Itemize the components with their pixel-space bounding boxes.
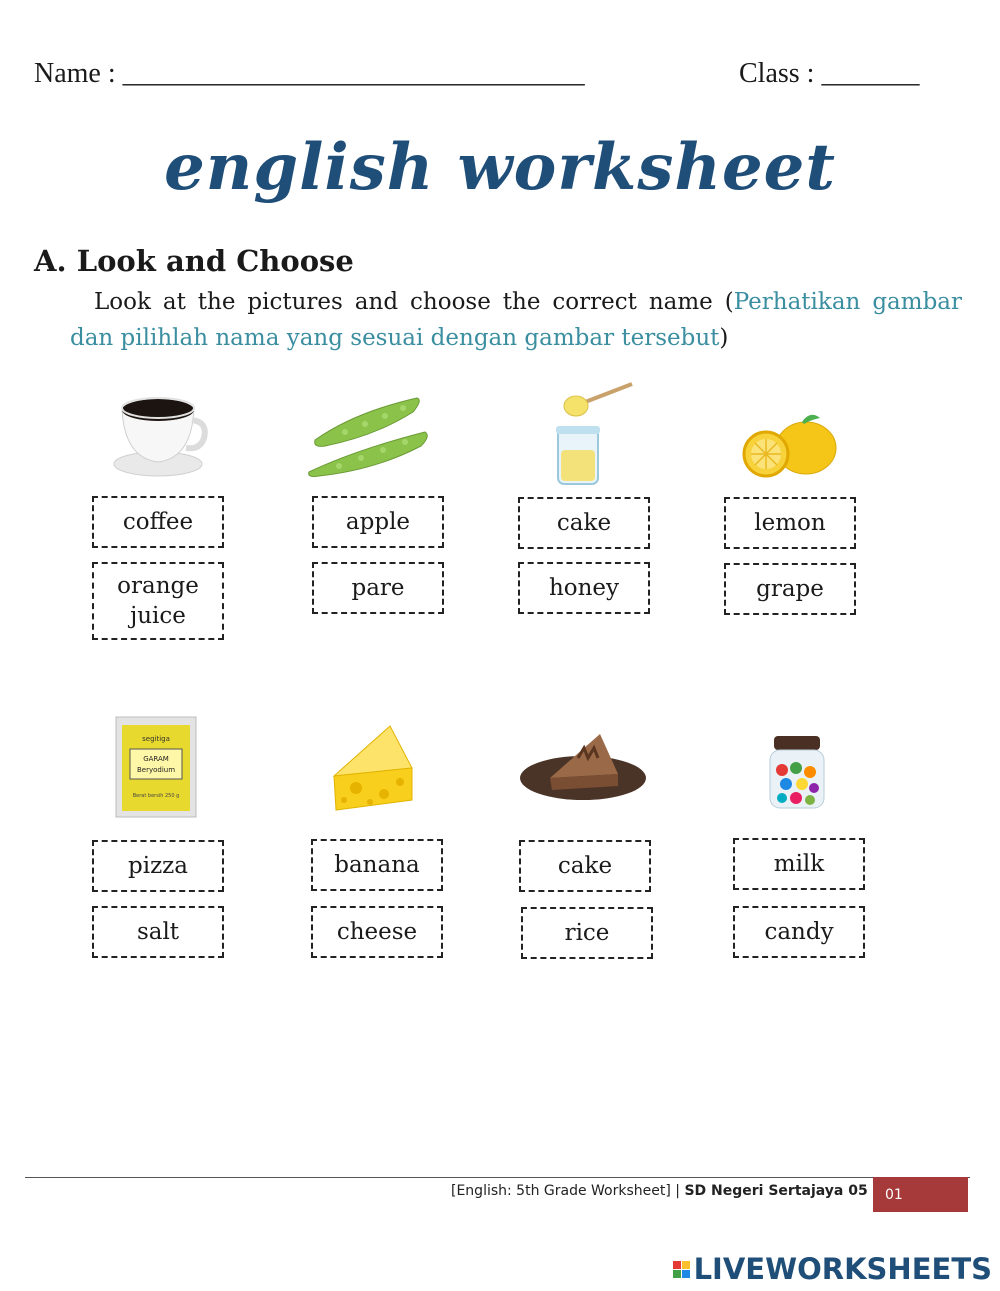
- coffee-cup-icon: [108, 388, 208, 484]
- candy-jar-icon: [766, 734, 828, 814]
- lemon-icon: [740, 410, 840, 484]
- honey-jar-icon: [550, 380, 634, 492]
- option-label: grape: [756, 576, 824, 602]
- option-label: honey: [548, 575, 620, 601]
- footer-course: [English: 5th Grade Worksheet] |: [451, 1183, 685, 1199]
- footer-text: [451, 1183, 868, 1199]
- salt-brand-text: segitiga: [142, 735, 170, 743]
- cake-slice-icon: [518, 730, 648, 806]
- option-label: pizza: [127, 853, 189, 879]
- option-box[interactable]: [518, 497, 650, 549]
- option-label: rice: [564, 920, 610, 946]
- option-box[interactable]: [92, 906, 224, 958]
- option-box[interactable]: [733, 906, 865, 958]
- option-label: pare: [351, 575, 405, 601]
- option-box[interactable]: [733, 838, 865, 890]
- salt-pack-icon: [114, 715, 198, 823]
- option-label: cake: [556, 510, 612, 536]
- bitter-melon-icon: [305, 392, 435, 482]
- liveworksheets-logo: [673, 1252, 992, 1286]
- class-field-label: Class : _______: [739, 58, 920, 89]
- option-box[interactable]: [92, 562, 224, 640]
- option-label: salt: [136, 919, 180, 945]
- liveworksheets-logo-icon: [673, 1261, 690, 1278]
- instruction-close: ): [719, 325, 729, 351]
- option-label: cheese: [336, 919, 418, 945]
- option-box[interactable]: [311, 906, 443, 958]
- option-label: coffee: [122, 509, 194, 535]
- salt-line1-text: GARAM: [143, 755, 169, 763]
- salt-line2-text: Beryodium: [136, 766, 176, 774]
- option-box[interactable]: [521, 907, 653, 959]
- section-heading: A. Look and Choose: [34, 244, 354, 278]
- option-box[interactable]: [311, 839, 443, 891]
- salt-small-text: Berat bersih 250 g: [132, 793, 180, 799]
- option-box[interactable]: [92, 840, 224, 892]
- worksheet-title: english worksheet: [164, 130, 836, 205]
- option-label: lemon: [754, 510, 826, 536]
- liveworksheets-logo-text: LIVEWORKSHEETS: [693, 1252, 992, 1286]
- option-label: orange juice: [117, 573, 199, 629]
- page-number-badge: 01: [873, 1177, 968, 1212]
- option-label: milk: [773, 851, 825, 877]
- instruction-indonesian: Perhatikan gambar dan pilihlah nama yang sesuai dengan gambar tersebut: [70, 289, 963, 351]
- option-box[interactable]: [519, 840, 651, 892]
- cheese-icon: [330, 722, 416, 818]
- option-box[interactable]: [518, 562, 650, 614]
- option-box[interactable]: [724, 497, 856, 549]
- option-box[interactable]: [312, 562, 444, 614]
- option-box[interactable]: [92, 496, 224, 548]
- name-field-label: Name : _________________________________: [34, 58, 585, 89]
- instruction-english: Look at the pictures and choose the correct name (: [94, 289, 734, 315]
- footer-school: SD Negeri Sertajaya 05: [684, 1183, 868, 1199]
- footer-divider: [25, 1177, 970, 1178]
- option-label: candy: [764, 919, 834, 945]
- option-box[interactable]: [724, 563, 856, 615]
- option-label: cake: [557, 853, 613, 879]
- option-label: banana: [334, 852, 420, 878]
- option-box[interactable]: [312, 496, 444, 548]
- option-label: apple: [345, 509, 411, 535]
- instruction-text: [70, 284, 962, 356]
